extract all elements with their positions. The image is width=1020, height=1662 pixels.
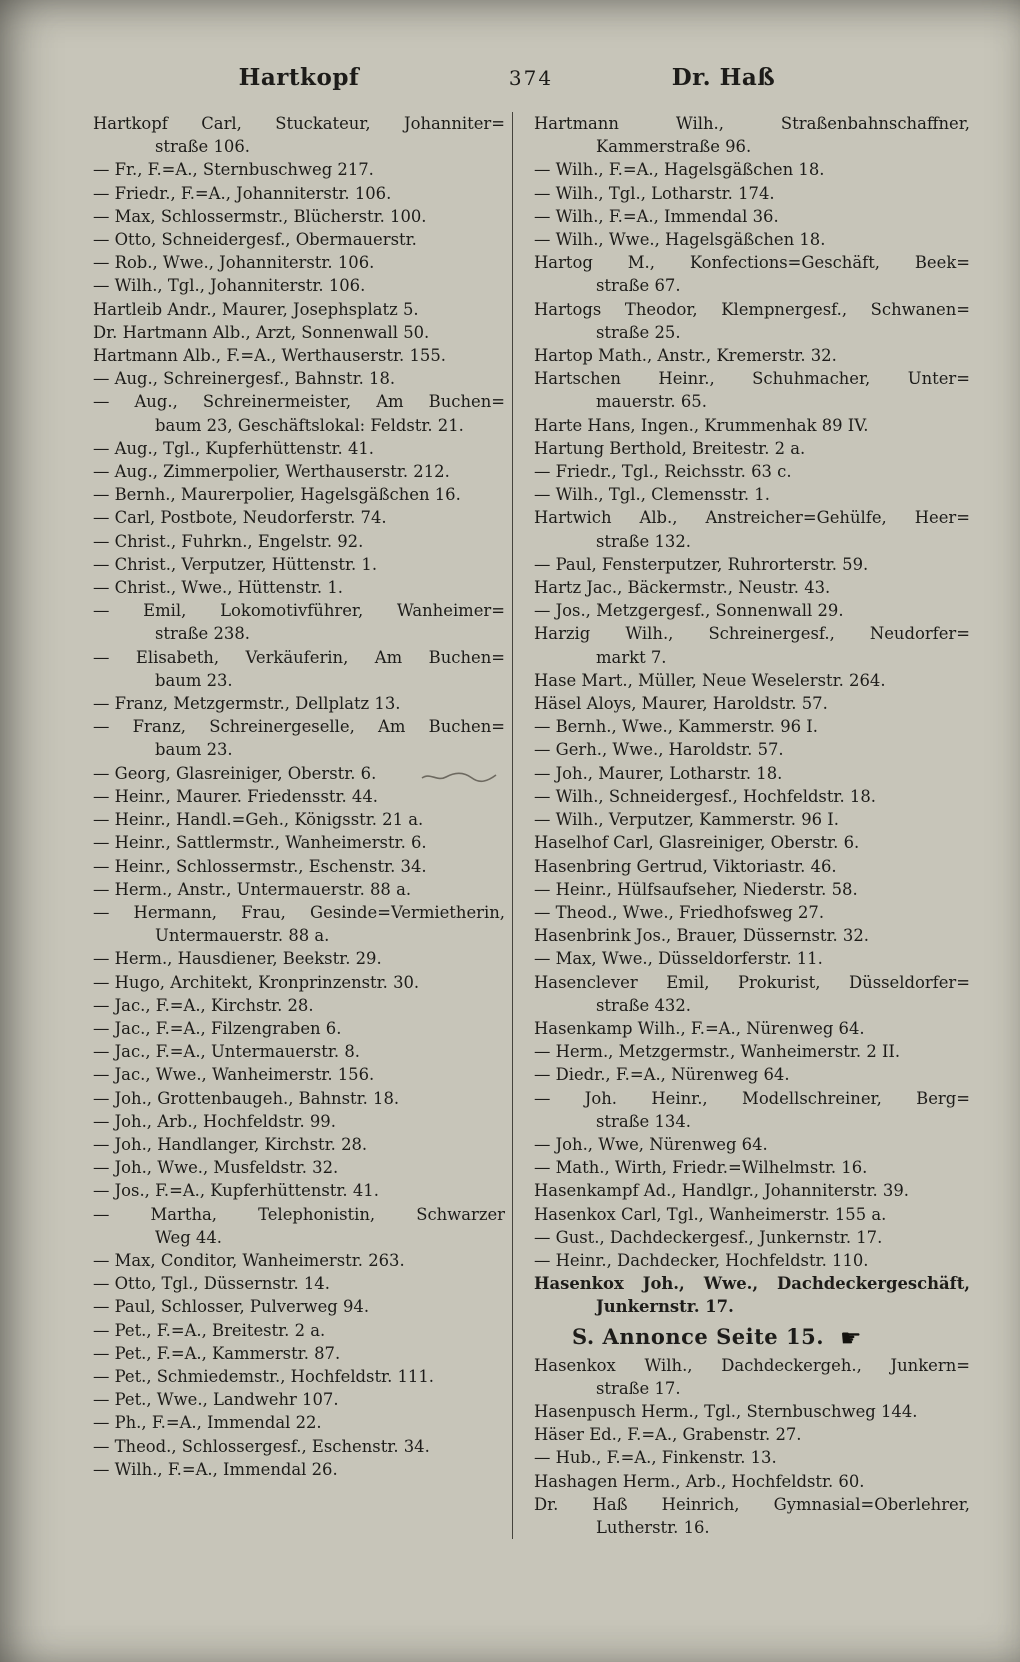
- entry-line: Hashagen Herm., Arb., Hochfeldstr. 60.: [534, 1471, 865, 1491]
- entry-line: Hasenkox Joh., Wwe., Dachdeckergeschäft,: [534, 1274, 970, 1294]
- directory-entry: [93, 599, 505, 645]
- directory-entry: [93, 1063, 505, 1086]
- entry-line: Hartleib Andr., Maurer, Josephsplatz 5.: [93, 299, 419, 319]
- directory-entry: [93, 1249, 505, 1272]
- entry-line: — Joh., Wwe., Musfeldstr. 32.: [93, 1158, 339, 1178]
- entry-line: — Wilh., F.=A., Immendal 36.: [534, 206, 779, 226]
- entry-line: — Theod., Schlossergesf., Eschenstr. 34.: [93, 1436, 430, 1456]
- entry-line: — Joh., Grottenbaugeh., Bahnstr. 18.: [93, 1088, 400, 1108]
- directory-content: [93, 112, 970, 1539]
- entry-line: Harzig Wilh., Schreinergesf., Neudorfer=: [534, 624, 970, 644]
- directory-entry: [534, 437, 970, 460]
- entry-line: mauerstr. 65.: [596, 392, 707, 412]
- directory-entry: [93, 901, 505, 947]
- entry-line: Häsel Aloys, Maurer, Haroldstr. 57.: [534, 694, 828, 714]
- directory-entry: [93, 460, 505, 483]
- entry-line: — Pet., F.=A., Kammerstr. 87.: [93, 1343, 341, 1363]
- entry-line: Hartwich Alb., Anstreicher=Gehülfe, Heer=: [534, 508, 970, 528]
- entry-line: Hartmann Alb., F.=A., Werthauserstr. 155.: [93, 346, 446, 366]
- directory-entry: [93, 1133, 505, 1156]
- entry-line: — Heinr., Hülfsaufseher, Niederstr. 58.: [534, 879, 858, 899]
- directory-entry: [93, 274, 505, 297]
- directory-entry: [534, 483, 970, 506]
- entry-line: Hasenclever Emil, Prokurist, Düsseldorfer=: [534, 972, 970, 992]
- directory-entry: [93, 1087, 505, 1110]
- entry-line: — Paul, Fensterputzer, Ruhrorterstr. 59.: [534, 554, 869, 574]
- entry-line: Lutherstr. 16.: [596, 1517, 710, 1537]
- entry-line: — Friedr., Tgl., Reichsstr. 63 c.: [534, 462, 792, 482]
- directory-entry: [534, 785, 970, 808]
- entry-line: straße 432.: [596, 995, 691, 1015]
- entry-line: — Diedr., F.=A., Nürenweg 64.: [534, 1065, 790, 1085]
- entry-line: Hasenpusch Herm., Tgl., Sternbuschweg 144.: [534, 1401, 918, 1421]
- entry-line: S. Annonce Seite 15. ☛: [572, 1323, 863, 1352]
- directory-entry: [534, 622, 970, 668]
- entry-line: — Wilh., Verputzer, Kammerstr. 96 I.: [534, 810, 839, 830]
- entry-line: Hasenkamp Wilh., F.=A., Nürenweg 64.: [534, 1018, 865, 1038]
- directory-entry: [534, 924, 970, 947]
- directory-entry: [534, 228, 970, 251]
- entry-line: Hartop Math., Anstr., Kremerstr. 32.: [534, 346, 837, 366]
- directory-entry: [534, 855, 970, 878]
- directory-entry: [93, 205, 505, 228]
- directory-entry: [93, 692, 505, 715]
- entry-line: Junkernstr. 17.: [596, 1297, 734, 1317]
- entry-line: — Wilh., F.=A., Immendal 26.: [93, 1459, 338, 1479]
- column-divider: [512, 112, 513, 1539]
- entry-line: Hartkopf Carl, Stuckateur, Johanniter=: [93, 114, 505, 133]
- directory-entry: [534, 553, 970, 576]
- entry-line: — Pet., F.=A., Breitestr. 2 a.: [93, 1320, 326, 1340]
- directory-entry: [93, 1156, 505, 1179]
- entry-line: — Aug., Schreinergesf., Bahnstr. 18.: [93, 369, 396, 389]
- directory-entry: [93, 1272, 505, 1295]
- directory-entry: [93, 947, 505, 970]
- directory-entry: [93, 715, 505, 761]
- directory-entry: [534, 808, 970, 831]
- directory-entry: [93, 785, 505, 808]
- entry-line: — Jos., Metzgergesf., Sonnenwall 29.: [534, 601, 844, 621]
- entry-line: — Wilh., Tgl., Clemensstr. 1.: [534, 485, 770, 505]
- entry-line: Hasenkox Wilh., Dachdeckergeh., Junkern=: [534, 1355, 970, 1375]
- directory-entry: [534, 344, 970, 367]
- directory-entry: [93, 1342, 505, 1365]
- directory-entry: [93, 971, 505, 994]
- entry-line: — Joh. Heinr., Modellschreiner, Berg=: [534, 1088, 970, 1108]
- entry-line: — Friedr., F.=A., Johanniterstr. 106.: [93, 183, 392, 203]
- entry-line: — Elisabeth, Verkäuferin, Am Buchen=: [93, 647, 505, 667]
- directory-entry: [93, 251, 505, 274]
- entry-line: — Jac., F.=A., Kirchstr. 28.: [93, 995, 314, 1015]
- entry-line: — Aug., Schreinermeister, Am Buchen=: [93, 392, 505, 412]
- entry-line: Hartmann Wilh., Straßenbahnschaffner,: [534, 114, 970, 133]
- entry-line: — Pet., Wwe., Landwehr 107.: [93, 1390, 339, 1410]
- directory-entry: [534, 1040, 970, 1063]
- entry-line: — Carl, Postbote, Neudorferstr. 74.: [93, 508, 387, 528]
- entry-line: — Joh., Maurer, Lotharstr. 18.: [534, 763, 783, 783]
- entry-line: — Hermann, Frau, Gesinde=Vermietherin,: [93, 902, 505, 922]
- directory-entry: [534, 738, 970, 761]
- entry-line: — Gust., Dachdeckergesf., Junkernstr. 17.: [534, 1227, 883, 1247]
- directory-entry: [534, 1156, 970, 1179]
- entry-line: — Rob., Wwe., Johanniterstr. 106.: [93, 253, 375, 273]
- directory-entry: [93, 553, 505, 576]
- column-left: [93, 112, 505, 1539]
- entry-line: — Wilh., Tgl., Lotharstr. 174.: [534, 183, 775, 203]
- directory-entry: [534, 414, 970, 437]
- entry-line: straße 106.: [155, 137, 250, 157]
- entry-line: — Max, Conditor, Wanheimerstr. 263.: [93, 1250, 405, 1270]
- entry-line: — Joh., Arb., Hochfeldstr. 99.: [93, 1111, 336, 1131]
- directory-entry: [534, 901, 970, 924]
- directory-entry: [534, 1133, 970, 1156]
- entry-line: — Pet., Schmiedemstr., Hochfeldstr. 111.: [93, 1366, 434, 1386]
- entry-line: — Bernh., Wwe., Kammerstr. 96 I.: [534, 717, 818, 737]
- directory-entry: [534, 1226, 970, 1249]
- entry-line: straße 132.: [596, 531, 691, 551]
- entry-line: straße 134.: [596, 1111, 691, 1131]
- directory-entry: [93, 878, 505, 901]
- directory-entry: [534, 1423, 970, 1446]
- entry-line: — Hugo, Architekt, Kronprinzenstr. 30.: [93, 972, 420, 992]
- entry-line: baum 23.: [155, 670, 233, 690]
- entry-line: — Ph., F.=A., Immendal 22.: [93, 1413, 322, 1433]
- entry-line: — Otto, Schneidergesf., Obermauerstr.: [93, 230, 417, 250]
- entry-line: Harte Hans, Ingen., Krummenhak 89 IV.: [534, 415, 869, 435]
- entry-line: — Wilh., Schneidergesf., Hochfeldstr. 18.: [534, 786, 876, 806]
- entry-line: — Christ., Fuhrkn., Engelstr. 92.: [93, 531, 364, 551]
- entry-line: baum 23.: [155, 740, 233, 760]
- directory-entry: [93, 576, 505, 599]
- directory-entry: [534, 1087, 970, 1133]
- entry-line: — Wilh., Wwe., Hagelsgäßchen 18.: [534, 230, 826, 250]
- annonce-note: [534, 1324, 970, 1351]
- entry-line: straße 25.: [596, 322, 681, 342]
- directory-entry: [534, 112, 970, 158]
- directory-entry: [93, 344, 505, 367]
- entry-line: — Christ., Wwe., Hüttenstr. 1.: [93, 578, 343, 598]
- entry-line: Hartung Berthold, Breitestr. 2 a.: [534, 438, 806, 458]
- directory-entry: [93, 228, 505, 251]
- entry-line: — Math., Wirth, Friedr.=Wilhelmstr. 16.: [534, 1158, 868, 1178]
- directory-entry: [534, 1017, 970, 1040]
- directory-entry: [93, 112, 505, 158]
- directory-entry: [93, 1110, 505, 1133]
- entry-line: — Jac., Wwe., Wanheimerstr. 156.: [93, 1065, 375, 1085]
- entry-line: — Max, Schlossermstr., Blücherstr. 100.: [93, 206, 427, 226]
- entry-line: — Heinr., Maurer. Friedensstr. 44.: [93, 786, 378, 806]
- entry-line: — Gerh., Wwe., Haroldstr. 57.: [534, 740, 784, 760]
- directory-entry: [534, 367, 970, 413]
- page-header: [93, 64, 970, 91]
- directory-entry: [534, 947, 970, 970]
- entry-line: — Aug., Zimmerpolier, Werthauserstr. 212.: [93, 462, 450, 482]
- directory-entry: [93, 1179, 505, 1202]
- entry-line: — Joh., Handlanger, Kirchstr. 28.: [93, 1134, 368, 1154]
- directory-entry: [534, 506, 970, 552]
- entry-line: — Jac., F.=A., Untermauerstr. 8.: [93, 1042, 360, 1062]
- entry-line: — Bernh., Maurerpolier, Hagelsgäßchen 16.: [93, 485, 461, 505]
- entry-line: — Heinr., Handl.=Geh., Königsstr. 21 a.: [93, 810, 424, 830]
- entry-line: Weg 44.: [155, 1227, 222, 1247]
- directory-entry: [534, 878, 970, 901]
- directory-entry: [534, 1272, 970, 1318]
- entry-line: Hasenbrink Jos., Brauer, Düssernstr. 32.: [534, 926, 869, 946]
- directory-entry: [93, 1319, 505, 1342]
- directory-entry: [534, 460, 970, 483]
- entry-line: — Jos., F.=A., Kupferhüttenstr. 41.: [93, 1181, 379, 1201]
- directory-entry: [534, 1400, 970, 1423]
- entry-line: — Wilh., F.=A., Hagelsgäßchen 18.: [534, 160, 825, 180]
- entry-line: — Georg, Glasreiniger, Oberstr. 6.: [93, 763, 377, 783]
- directory-entry: [534, 1354, 970, 1400]
- directory-entry: [534, 599, 970, 622]
- directory-entry: [534, 1493, 970, 1539]
- directory-entry: [534, 182, 970, 205]
- entry-line: Hasenbring Gertrud, Viktoriastr. 46.: [534, 856, 837, 876]
- pen-squiggle-mark: [420, 770, 498, 784]
- directory-entry: [93, 831, 505, 854]
- directory-entry: [534, 831, 970, 854]
- directory-entry: [93, 1458, 505, 1481]
- directory-entry: [93, 367, 505, 390]
- entry-line: — Herm., Metzgermstr., Wanheimerstr. 2 II.: [534, 1042, 901, 1062]
- entry-line: — Emil, Lokomotivführer, Wanheimer=: [93, 601, 505, 621]
- entry-line: Haselhof Carl, Glasreiniger, Oberstr. 6.: [534, 833, 860, 853]
- directory-entry: [534, 1446, 970, 1469]
- directory-entry: [93, 1365, 505, 1388]
- entry-line: — Heinr., Dachdecker, Hochfeldstr. 110.: [534, 1250, 869, 1270]
- directory-entry: [534, 298, 970, 344]
- entry-line: — Herm., Anstr., Untermauerstr. 88 a.: [93, 879, 412, 899]
- directory-entry: [93, 1295, 505, 1318]
- directory-entry: [93, 506, 505, 529]
- directory-entry: [93, 1411, 505, 1434]
- directory-entry: [93, 298, 505, 321]
- entry-line: — Heinr., Schlossermstr., Eschenstr. 34.: [93, 856, 427, 876]
- entry-line: — Aug., Tgl., Kupferhüttenstr. 41.: [93, 438, 375, 458]
- column-right: [534, 112, 970, 1539]
- directory-entry: [93, 646, 505, 692]
- directory-entry: [93, 1435, 505, 1458]
- directory-entry: [93, 390, 505, 436]
- entry-line: — Otto, Tgl., Düssernstr. 14.: [93, 1274, 330, 1294]
- header-keyword-right: Dr. Haß: [671, 64, 776, 91]
- entry-line: Kammerstraße 96.: [596, 137, 752, 157]
- directory-entry: [93, 1388, 505, 1411]
- entry-line: Häser Ed., F.=A., Grabenstr. 27.: [534, 1425, 802, 1445]
- entry-line: — Joh., Wwe, Nürenweg 64.: [534, 1134, 768, 1154]
- entry-line: — Franz, Schreinergeselle, Am Buchen=: [93, 717, 505, 737]
- page-number: 374: [508, 66, 554, 90]
- entry-line: — Wilh., Tgl., Johanniterstr. 106.: [93, 276, 366, 296]
- directory-entry: [534, 1470, 970, 1493]
- entry-line: — Heinr., Sattlermstr., Wanheimerstr. 6.: [93, 833, 427, 853]
- entry-line: — Martha, Telephonistin, Schwarzer: [93, 1204, 505, 1224]
- entry-line: Hasenkampf Ad., Handlgr., Johanniterstr. 39.: [534, 1181, 909, 1201]
- directory-entry: [93, 1203, 505, 1249]
- entry-line: — Franz, Metzgermstr., Dellplatz 13.: [93, 694, 401, 714]
- entry-line: straße 17.: [596, 1378, 681, 1398]
- entry-line: — Paul, Schlosser, Pulverweg 94.: [93, 1297, 370, 1317]
- directory-entry: [93, 182, 505, 205]
- entry-line: — Christ., Verputzer, Hüttenstr. 1.: [93, 554, 378, 574]
- directory-entry: [93, 994, 505, 1017]
- directory-entry: [534, 158, 970, 181]
- directory-entry: [93, 530, 505, 553]
- manicule-icon: ☛: [840, 1323, 863, 1352]
- directory-entry: [534, 1179, 970, 1202]
- directory-entry: [93, 1040, 505, 1063]
- directory-entry: [93, 808, 505, 831]
- entry-line: Untermauerstr. 88 a.: [155, 926, 330, 946]
- directory-entry: [93, 1017, 505, 1040]
- directory-entry: [534, 715, 970, 738]
- directory-entry: [534, 669, 970, 692]
- directory-entry: [93, 855, 505, 878]
- directory-entry: [534, 762, 970, 785]
- directory-entry: [534, 576, 970, 599]
- header-keyword-left: Hartkopf: [238, 64, 360, 91]
- entry-line: Hartz Jac., Bäckermstr., Neustr. 43.: [534, 578, 831, 598]
- directory-entry: [534, 971, 970, 1017]
- entry-line: Dr. Hartmann Alb., Arzt, Sonnenwall 50.: [93, 322, 430, 342]
- entry-line: Hartschen Heinr., Schuhmacher, Unter=: [534, 369, 970, 389]
- directory-entry: [534, 1063, 970, 1086]
- entry-line: — Theod., Wwe., Friedhofsweg 27.: [534, 902, 825, 922]
- directory-entry: [534, 205, 970, 228]
- entry-line: — Fr., F.=A., Sternbuschweg 217.: [93, 160, 374, 180]
- entry-line: Hase Mart., Müller, Neue Weselerstr. 264.: [534, 670, 886, 690]
- entry-line: markt 7.: [596, 647, 667, 667]
- directory-entry: [93, 158, 505, 181]
- entry-line: — Max, Wwe., Düsseldorferstr. 11.: [534, 949, 823, 969]
- directory-entry: [534, 251, 970, 297]
- directory-entry: [534, 1203, 970, 1226]
- entry-line: — Hub., F.=A., Finkenstr. 13.: [534, 1448, 777, 1468]
- directory-entry: [93, 321, 505, 344]
- directory-entry: [93, 483, 505, 506]
- directory-entry: [93, 437, 505, 460]
- entry-line: Hartogs Theodor, Klempnergesf., Schwanen=: [534, 299, 970, 319]
- entry-line: Hartog M., Konfections=Geschäft, Beek=: [534, 253, 970, 273]
- entry-line: straße 238.: [155, 624, 250, 644]
- directory-entry: [534, 692, 970, 715]
- entry-line: Hasenkox Carl, Tgl., Wanheimerstr. 155 a.: [534, 1204, 887, 1224]
- entry-line: Dr. Haß Heinrich, Gymnasial=Oberlehrer,: [534, 1494, 970, 1514]
- entry-line: — Jac., F.=A., Filzengraben 6.: [93, 1018, 342, 1038]
- entry-line: — Herm., Hausdiener, Beekstr. 29.: [93, 949, 382, 969]
- entry-line: straße 67.: [596, 276, 681, 296]
- entry-line: baum 23, Geschäftslokal: Feldstr. 21.: [155, 415, 464, 435]
- directory-entry: [534, 1249, 970, 1272]
